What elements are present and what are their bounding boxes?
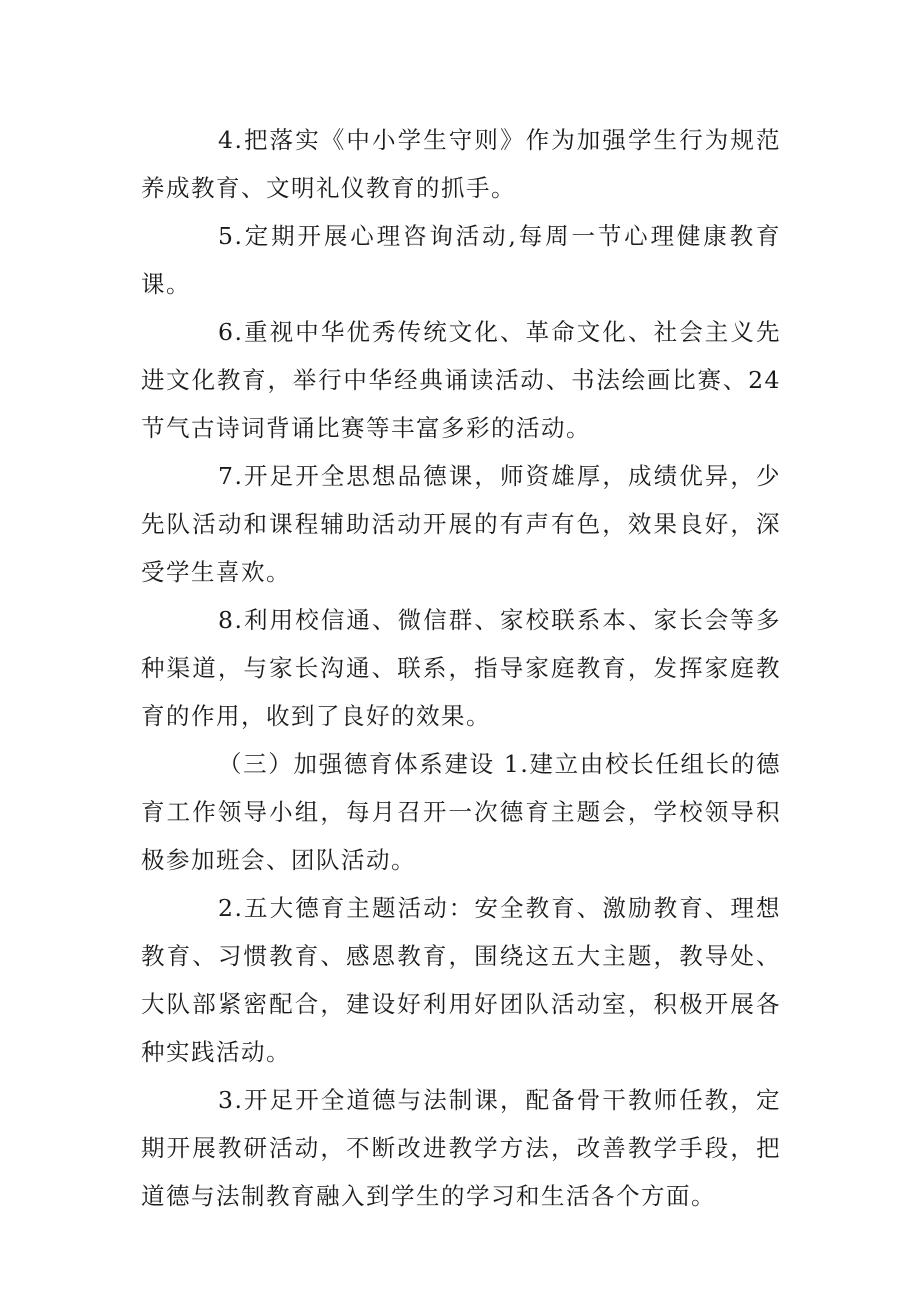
section-three-paragraph: （三）加强德育体系建设 1.建立由校长任组长的德育工作领导小组，每月召开一次德育主题会，学校领导积极参加班会、团队活动。 <box>141 750 781 874</box>
paragraph-item-8: 8.利用校信通、微信群、家校联系本、家长会等多种渠道，与家长沟通、联系，指导家庭教育，发挥家庭教育的作用，收到了良好的效果。 <box>141 606 781 730</box>
paragraph-item-7: 7.开足开全思想品德课，师资雄厚，成绩优异，少先队活动和课程辅助活动开展的有声有色，效果良好，深受学生喜欢。 <box>141 462 781 586</box>
paragraph-item-3: 3.开足开全道德与法制课，配备骨干教师任教，定期开展教研活动，不断改进教学方法，改善教学手段，把道德与法制教育融入到学生的学习和生活各个方面。 <box>141 1086 781 1210</box>
document-body <box>141 116 781 1220</box>
paragraph-item-6: 6.重视中华优秀传统文化、革命文化、社会主义先进文化教育，举行中华经典诵读活动、书法绘画比赛、24 节气古诗词背诵比赛等丰富多彩的活动。 <box>141 318 781 442</box>
paragraph-item-4: 4.把落实《中小学生守则》作为加强学生行为规范养成教育、文明礼仪教育的抓手。 <box>141 126 781 202</box>
paragraph-item-2: 2.五大德育主题活动：安全教育、激励教育、理想教育、习惯教育、感恩教育，围绕这五大主题，教导处、大队部紧密配合，建设好利用好团队活动室，积极开展各种实践活动。 <box>141 894 781 1066</box>
paragraph-item-5: 5.定期开展心理咨询活动,每周一节心理健康教育课。 <box>141 222 781 298</box>
